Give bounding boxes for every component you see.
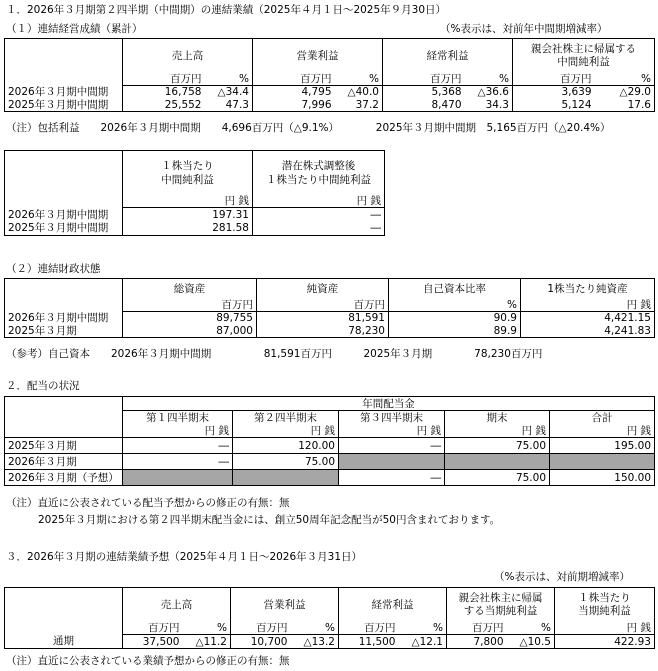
row-label: 2026年３月期中間期	[5, 86, 123, 99]
forecast-header-eps: １株当たり 当期純利益	[555, 588, 655, 622]
row-label: 2025年３月期	[5, 325, 123, 338]
table-cell: 422.93	[555, 635, 655, 649]
fin-unit: 百万円	[123, 299, 257, 312]
table-cell: 11,500	[339, 635, 399, 649]
dividend-header-q3: 第３四半期末	[339, 411, 445, 425]
forecast-change-note: （%表示は、対前期増減率）	[494, 571, 630, 583]
section3-title: ３．2026年３月期の連結業績予想（2025年４月１日～2026年３月31日）	[6, 551, 363, 563]
row-label: 2026年３月期（予想）	[5, 470, 123, 486]
fin-unit: 百万円	[257, 299, 389, 312]
section1-title: １．2026年３月期第２四半期（中間期）の連結業績（2025年４月１日～2025年９月30日）	[6, 4, 447, 16]
table-cell: 47.3	[205, 99, 253, 112]
table-cell: △40.0	[335, 86, 383, 99]
table-cell: △34.4	[205, 86, 253, 99]
equity-reference-note: （参考）自己資本 2026年３月期中間期 81,591百万円 2025年３月期 78,230百万円	[6, 348, 543, 360]
table-cell: 7,996	[253, 99, 335, 112]
diluted-eps-header: 潜在株式調整後 １株当たり中間純利益	[253, 151, 385, 195]
table-cell: 4,241.83	[521, 325, 655, 338]
results-unit: 百万円	[383, 73, 465, 86]
table-cell: 75.00	[445, 438, 550, 454]
table-cell: △10.5	[507, 635, 555, 649]
table-cell: 34.3	[465, 99, 513, 112]
shaded-cell	[339, 454, 445, 470]
forecast-unit: 円 銭	[555, 622, 655, 635]
forecast-unit: 百万円	[447, 622, 507, 635]
table-cell: ―	[253, 208, 385, 222]
table-cell: ―	[123, 454, 233, 470]
dividend-header-q1: 第１四半期末	[123, 411, 233, 425]
results-unit: %	[465, 73, 513, 86]
row-label: 2025年３月期	[5, 438, 123, 454]
results-unit: 百万円	[123, 73, 205, 86]
forecast-header-operating: 営業利益	[231, 588, 339, 622]
table-cell: ―	[339, 470, 445, 486]
table-cell: 89.9	[389, 325, 521, 338]
forecast-header-net: 親会社株主に帰属 する当期純利益	[447, 588, 555, 622]
dividend-revision-note: （注）直近に公表されている配当予想からの修正の有無：無	[6, 497, 290, 509]
fin-unit: %	[389, 299, 521, 312]
shaded-cell	[550, 454, 655, 470]
fin-unit: 円 銭	[521, 299, 655, 312]
forecast-unit: %	[291, 622, 339, 635]
results-subtitle: （１）連結経営成績（累計）	[6, 23, 143, 35]
table-cell: 37.2	[335, 99, 383, 112]
results-unit: 百万円	[513, 73, 595, 86]
results-table	[4, 38, 655, 112]
table-cell: 87,000	[123, 325, 257, 338]
forecast-unit: %	[507, 622, 555, 635]
row-label: 2025年３月期中間期	[5, 99, 123, 112]
table-cell: 3,639	[513, 86, 595, 99]
forecast-revision-note: （注）直近に公表されている業績予想からの修正の有無：無	[6, 655, 290, 667]
table-cell: ―	[253, 222, 385, 236]
table-cell: 120.00	[233, 438, 339, 454]
table-cell: 17.6	[595, 99, 655, 112]
row-label: 2026年３月期中間期	[5, 208, 123, 222]
results-unit: 百万円	[253, 73, 335, 86]
table-cell: 5,124	[513, 99, 595, 112]
dividend-header-total: 合計	[550, 411, 655, 425]
dividend-unit: 円 銭	[233, 425, 339, 438]
forecast-unit: 百万円	[123, 622, 183, 635]
results-unit: %	[335, 73, 383, 86]
shaded-cell	[445, 454, 550, 470]
eps-unit: 円 銭	[123, 195, 253, 208]
table-cell: 150.00	[550, 470, 655, 486]
eps-table	[4, 150, 385, 236]
fin-header-bps: 1株当たり純資産	[521, 279, 655, 299]
table-cell: △29.0	[595, 86, 655, 99]
forecast-header-sales: 売上高	[123, 588, 231, 622]
table-cell: 89,755	[123, 312, 257, 325]
table-cell: △11.2	[183, 635, 231, 649]
forecast-table	[4, 587, 655, 649]
table-cell: △13.2	[291, 635, 339, 649]
fin-header-net-assets: 純資産	[257, 279, 389, 299]
results-header-operating: 営業利益	[253, 39, 383, 73]
section2-title: ２．配当の状況	[6, 380, 80, 392]
table-cell: △12.1	[399, 635, 447, 649]
table-cell: 4,421.15	[521, 312, 655, 325]
table-cell: ―	[339, 438, 445, 454]
dividend-unit: 円 銭	[339, 425, 445, 438]
table-cell: 5,368	[383, 86, 465, 99]
table-cell: 90.9	[389, 312, 521, 325]
results-header-sales: 売上高	[123, 39, 253, 73]
shaded-cell	[123, 470, 233, 486]
results-change-note: （%表示は、対前年中間期増減率）	[440, 23, 608, 35]
fin-header-total-assets: 総資産	[123, 279, 257, 299]
table-cell: ―	[123, 438, 233, 454]
eps-unit: 円 銭	[253, 195, 385, 208]
table-cell: 197.31	[123, 208, 253, 222]
results-unit: %	[595, 73, 655, 86]
row-label: 通期	[5, 635, 123, 649]
row-label: 2026年３月期	[5, 454, 123, 470]
comprehensive-income-note: （注）包括利益 2026年３月期中間期 4,696百万円（△9.1%） 2025年３月期中間期 5,165百万円（△20.4%）	[6, 122, 611, 134]
dividend-unit: 円 銭	[550, 425, 655, 438]
table-cell: 25,552	[123, 99, 205, 112]
table-cell: 4,795	[253, 86, 335, 99]
dividend-table	[4, 396, 655, 486]
dividend-anniversary-note: 2025年３月期における第２四半期末配当金には、創立50周年記念配当が50円含まれております。	[38, 514, 501, 526]
annual-dividend-header: 年間配当金	[123, 397, 655, 411]
fin-header-equity-ratio: 自己資本比率	[389, 279, 521, 299]
dividend-unit: 円 銭	[123, 425, 233, 438]
table-cell: 8,470	[383, 99, 465, 112]
results-corner-cell	[5, 39, 123, 73]
table-cell: 81,591	[257, 312, 389, 325]
forecast-unit: 百万円	[339, 622, 399, 635]
row-label: 2026年３月期中間期	[5, 312, 123, 325]
table-cell: 37,500	[123, 635, 183, 649]
results-header-ordinary: 経常利益	[383, 39, 513, 73]
forecast-unit: %	[183, 622, 231, 635]
table-cell: 195.00	[550, 438, 655, 454]
eps-header: １株当たり 中間純利益	[123, 151, 253, 195]
table-cell: 281.58	[123, 222, 253, 236]
table-cell: △36.6	[465, 86, 513, 99]
table-cell: 75.00	[233, 454, 339, 470]
row-label: 2025年３月期中間期	[5, 222, 123, 236]
dividend-unit: 円 銭	[445, 425, 550, 438]
dividend-header-q2: 第２四半期末	[233, 411, 339, 425]
table-cell: 78,230	[257, 325, 389, 338]
table-cell: 75.00	[445, 470, 550, 486]
results-header-net: 親会社株主に帰属する 中間純利益	[513, 39, 655, 73]
forecast-unit: %	[399, 622, 447, 635]
shaded-cell	[233, 470, 339, 486]
financial-position-table	[4, 278, 655, 338]
forecast-header-ordinary: 経常利益	[339, 588, 447, 622]
dividend-header-year-end: 期末	[445, 411, 550, 425]
forecast-unit: 百万円	[231, 622, 291, 635]
results-unit: %	[205, 73, 253, 86]
table-cell: 10,700	[231, 635, 291, 649]
table-cell: 16,758	[123, 86, 205, 99]
financial-position-subtitle: （２）連結財政状態	[6, 263, 101, 275]
table-cell: 7,800	[447, 635, 507, 649]
